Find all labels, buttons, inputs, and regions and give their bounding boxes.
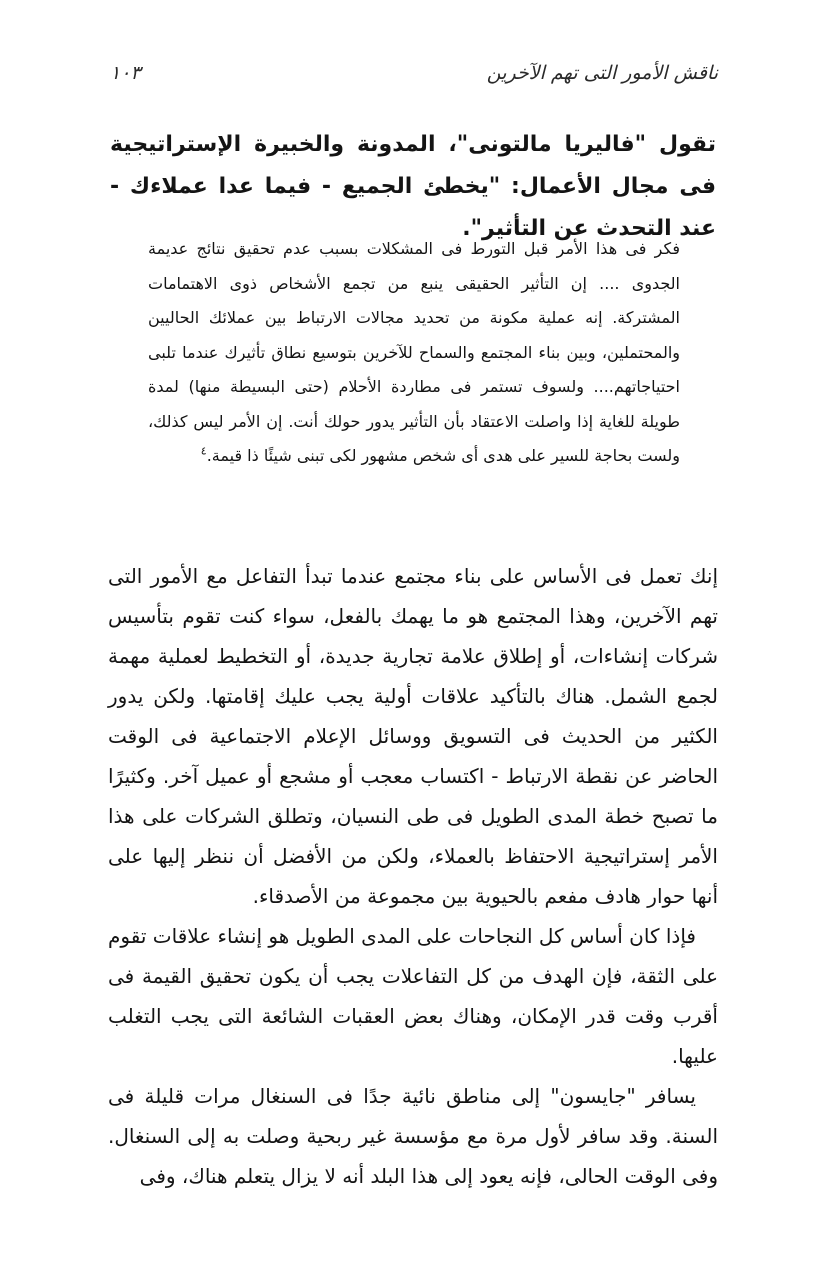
page-number: ١٠٣ — [110, 62, 141, 84]
body-paragraph: فإذا كان أساس كل النجاحات على المدى الطويل هو إنشاء علاقات تقوم على الثقة، فإن الهدف من كل التفاعلات يجب أن يكون تحقيق القيمة فى أقرب وقت قدر الإمكان، وهناك بعض العقبات الشائعة التى يجب التغلب عليها. — [108, 924, 718, 1068]
intro-paragraph: تقول "فاليريا مالتونى"، المدونة والخبيرة الإستراتيجية فى مجال الأعمال: "يخطئ الجميع - فيما عدا عملاءك - عند التحدث عن التأثير". — [110, 132, 716, 241]
body-paragraph: إنك تعمل فى الأساس على بناء مجتمع عندما تبدأ التفاعل مع الأمور التى تهم الآخرين، وهذا المجتمع هو ما يهمك بالفعل، سواء كنت تقوم بتأسيس شركات إنشاءات، أو إطلاق علامة تجارية جديدة، أو التخطيط لعملية مهمة لجمع الشمل. هناك بالتأكيد علاقات أولية يجب عليك إقامتها. ولكن يدور الكثير من الحديث فى التسويق ووسائل الإعلام الاجتماعية فى الوقت الحاضر عن نقطة الارتباط - اكتساب معجب أو مشجع أو عميل آخر. وكثيرًا ما تصبح خطة المدى الطويل فى طى النسيان، وتطلق الشركات على هذا الأمر إستراتيجية الاحتفاظ بالعملاء، ولكن من الأفضل أن ننظر إليها على أنها حوار هادف مفعم بالحيوية بين مجموعة من الأصدقاء. — [108, 564, 718, 908]
body-text — [108, 556, 718, 1196]
block-quote — [148, 232, 680, 474]
footnote-marker: ٤ — [200, 444, 207, 458]
chapter-title: ناقش الأمور التى تهم الآخرين — [486, 62, 718, 84]
block-quote-text: فكر فى هذا الأمر قبل التورط فى المشكلات بسبب عدم تحقيق نتائج عديمة الجدوى .... إن التأثير الحقيقى ينبع من تجمع الأشخاص ذوى الاهتمامات المشتركة. إنه عملية مكونة من تحديد مجالات الارتباط بين عملائك الحاليين والمحتملين، وبين بناء المجتمع والسماح للآخرين بتوسيع نطاق تأثيرك عندما تلبى احتياجاتهم.... ولسوف تستمر فى مطاردة الأحلام (حتى البسيطة منها) لمدة طويلة للغاية إذا واصلت الاعتقاد بأن التأثير يدور حولك أنت. إن الأمر ليس كذلك، ولست بحاجة للسير على هدى أى شخص مشهور لكى تبنى شيئًا ذا قيمة. — [148, 239, 680, 465]
running-header — [110, 56, 718, 90]
body-paragraph: يسافر "جايسون" إلى مناطق نائية جدًا فى السنغال مرات قليلة فى السنة. وقد سافر لأول مرة مع مؤسسة غير ربحية وصلت به إلى السنغال. وفى الوقت الحالى، فإنه يعود إلى هذا البلد أنه لا يزال يتعلم هناك، وفى — [108, 1084, 718, 1188]
